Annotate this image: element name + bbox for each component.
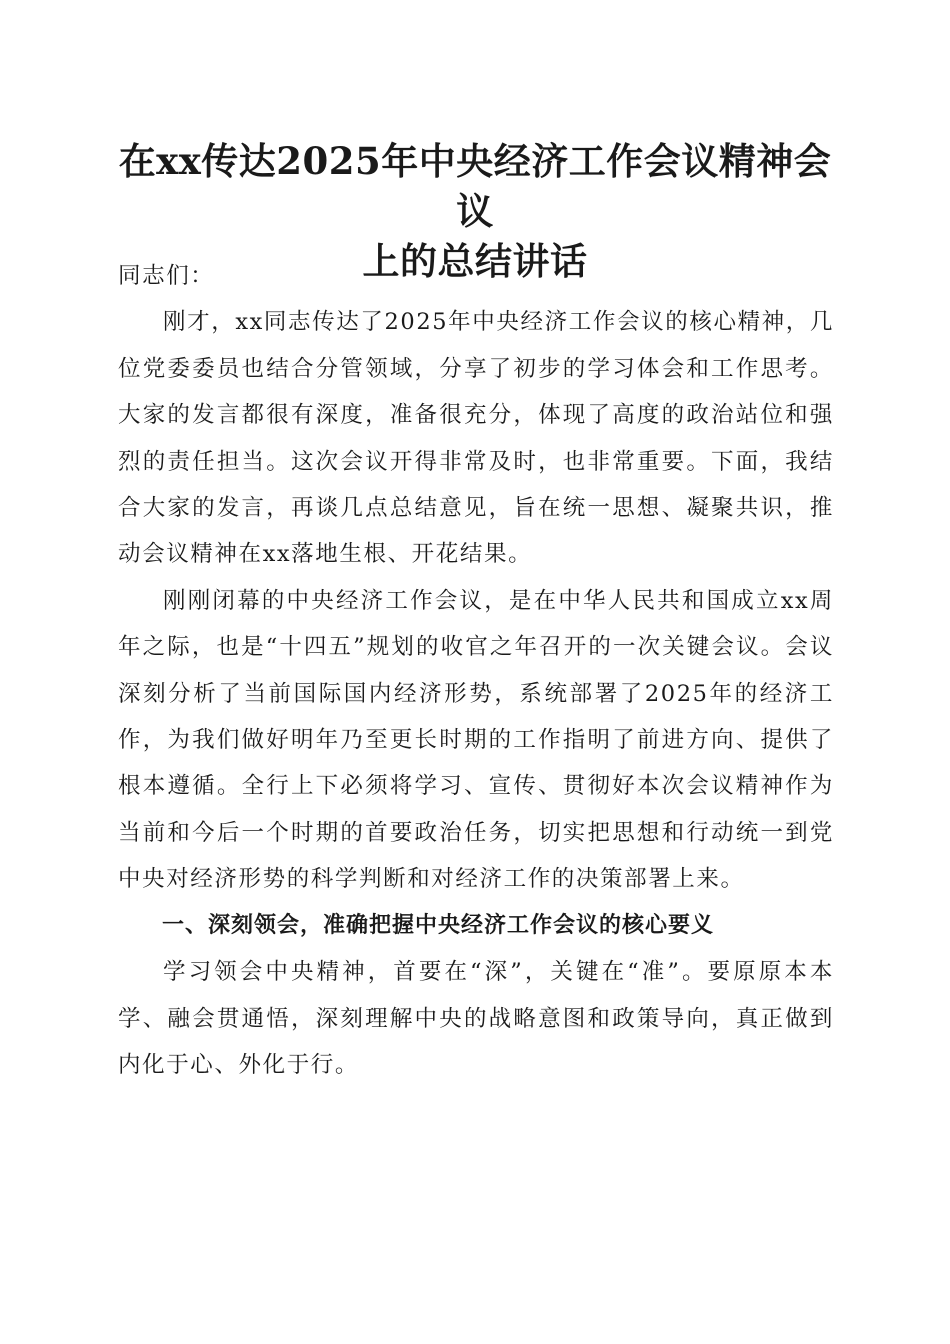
section-paragraph: 学习领会中央精神，首要在“深”，关键在“准”。要原原本本学、融会贯通悟，深刻理解中央的战略意图和政策导向，真正做到内化于心、外化于行。 xyxy=(118,959,834,1078)
body-paragraph-1: 刚才，xx同志传达了2025年中央经济工作会议的核心精神，几位党委委员也结合分管领域，分享了初步的学习体会和工作思考。大家的发言都很有深度，准备很充分，体现了高度的政治站位和强烈的责任担当。这次会议开得非常及时，也非常重要。下面，我结合大家的发言，再谈几点总结意见，旨在统一思想、凝聚共识，推动会议精神在xx落地生根、开花结果。 xyxy=(118,309,834,568)
salutation: 同志们： xyxy=(118,263,215,289)
section-heading: 一、深刻领会，准确把握中央经济工作会议的核心要义 xyxy=(162,912,715,938)
body-paragraph-2: 刚刚闭幕的中央经济工作会议，是在中华人民共和国成立xx周年之际，也是“十四五”规划的收官之年召开的一次关键会议。会议深刻分析了当前国际国内经济形势，系统部署了2025年的经济工作，为我们做好明年乃至更长时期的工作指明了前进方向、提供了根本遵循。全行上下必须将学习、宣传、贯彻好本次会议精神作为当前和今后一个时期的首要政治任务，切实把思想和行动统一到党中央对经济形势的科学判断和对经济工作的决策部署上来。 xyxy=(118,587,834,893)
title-line-2: 上的总结讲话 xyxy=(362,239,588,283)
document-body xyxy=(118,253,834,1088)
title-line-1: 在xx传达2025年中央经济工作会议精神会议 xyxy=(118,139,832,233)
